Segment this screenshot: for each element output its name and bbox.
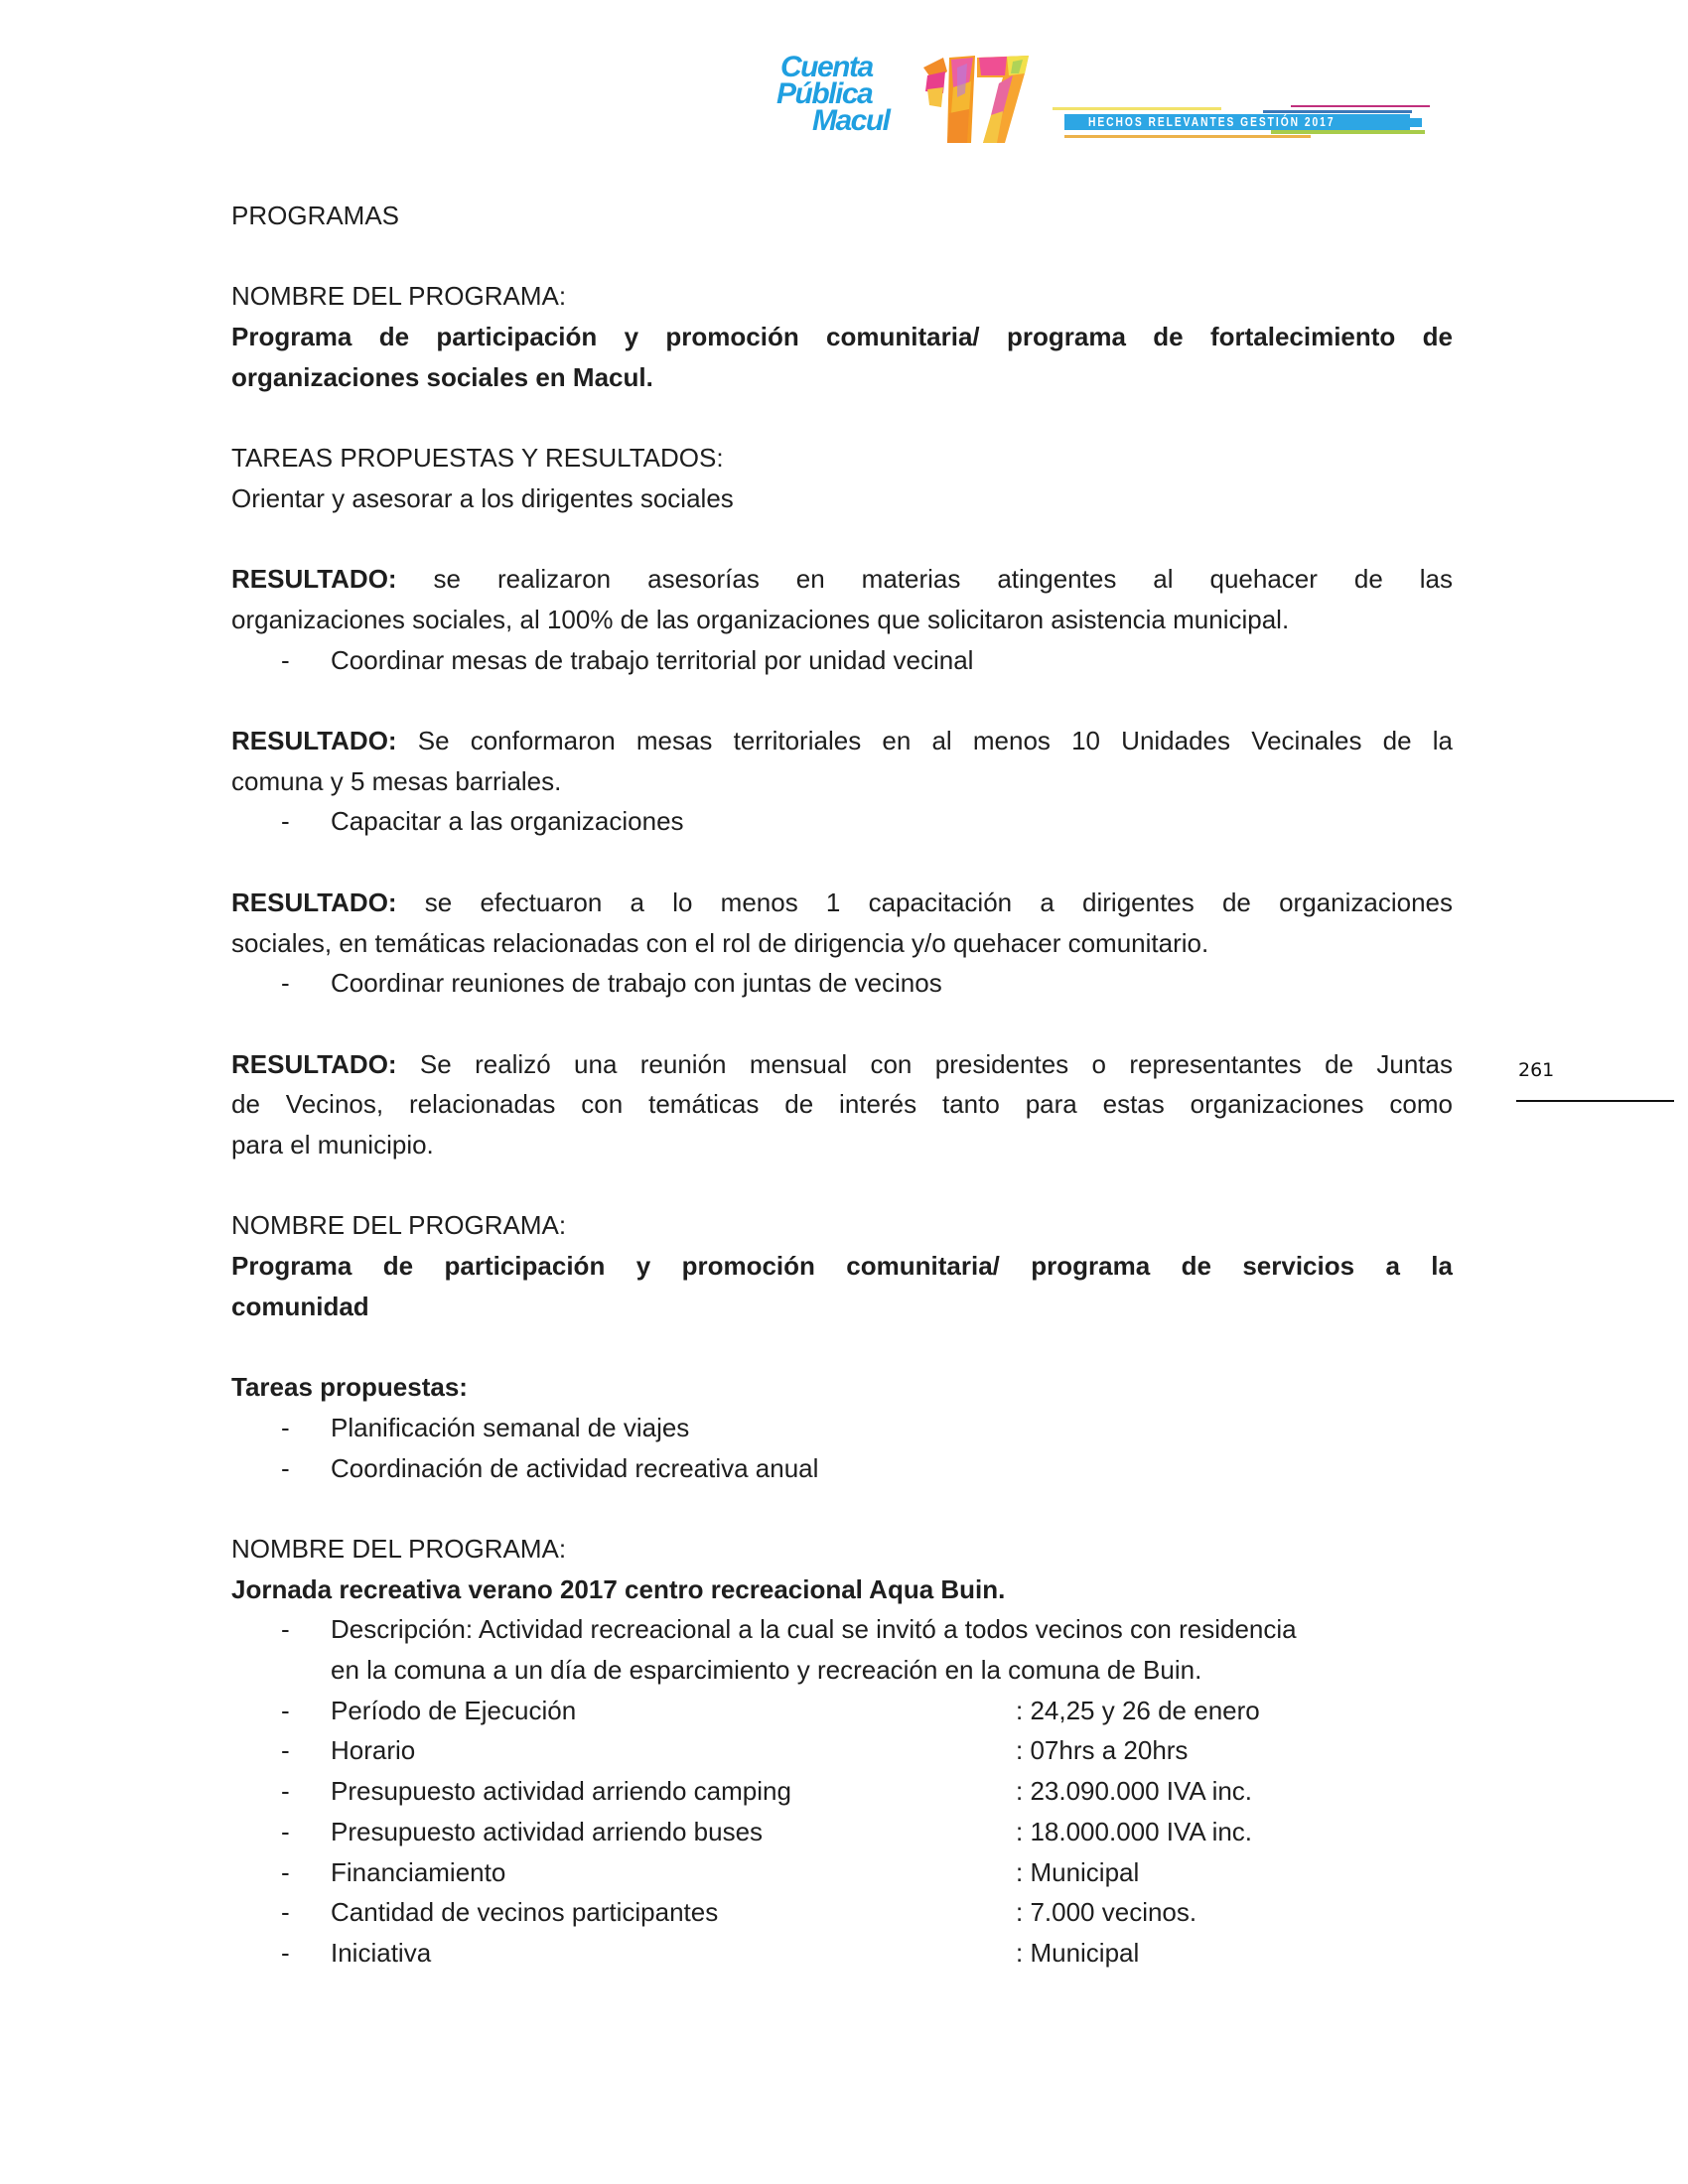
task-bullet xyxy=(231,963,1453,1004)
program-name-label: NOMBRE DEL PROGRAMA: xyxy=(231,1533,567,1564)
logo-wordmark xyxy=(776,51,925,145)
detail-row xyxy=(231,1691,1453,1731)
page-number-rule xyxy=(1516,1100,1674,1102)
task-text: Coordinación de actividad recreativa anual xyxy=(331,1452,819,1483)
result-label: RESULTADO: xyxy=(231,564,397,595)
logo-line-2: Pública xyxy=(776,77,873,110)
banner-stripe xyxy=(1271,130,1425,134)
detail-row xyxy=(231,1730,1453,1771)
task-text: Capacitar a las organizaciones xyxy=(331,806,684,837)
tasks-label: Tareas propuestas: xyxy=(231,1372,468,1403)
result-line xyxy=(231,1044,1453,1085)
program-name-line: comunidad xyxy=(231,1291,369,1321)
bullet-dash: - xyxy=(281,1937,290,1968)
bullet-dash: - xyxy=(281,1452,290,1483)
result-line: organizaciones sociales, al 100% de las organizaciones que solicitaron asistencia municipal. xyxy=(231,604,1290,634)
program-name-line: Jornada recreativa verano 2017 centro recreacional Aqua Buin. xyxy=(231,1573,1006,1604)
detail-value: : 18.000.000 IVA inc. xyxy=(1016,1816,1253,1846)
bullet-dash: - xyxy=(281,1776,290,1807)
program-name-line: Programa de participación y promoción comunitaria/ programa de fortalecimiento de xyxy=(231,322,1453,352)
bullet-dash: - xyxy=(281,968,290,999)
spacer xyxy=(231,236,1453,277)
detail-row xyxy=(231,1771,1453,1812)
detail-row xyxy=(231,1933,1453,1974)
header-logo xyxy=(776,51,1432,153)
header-banner xyxy=(1053,101,1430,147)
bullet-dash: - xyxy=(281,806,290,837)
detail-label: Horario xyxy=(331,1735,416,1766)
bullet-dash: - xyxy=(281,1897,290,1928)
result-text: se efectuaron a lo menos 1 capacitación a dirigentes de organizaciones xyxy=(396,887,1453,917)
spacer xyxy=(231,1326,1453,1367)
spacer xyxy=(231,1488,1453,1529)
task-bullet xyxy=(231,801,1453,842)
document-body xyxy=(231,196,1453,1974)
bullet-dash: - xyxy=(281,1614,290,1645)
result-label: RESULTADO: xyxy=(231,726,397,756)
spacer xyxy=(231,1165,1453,1206)
spacer xyxy=(231,1004,1453,1044)
description-text: en la comuna a un día de esparcimiento y recreación en la comuna de Buin. xyxy=(331,1655,1202,1686)
tasks-label: TAREAS PROPUESTAS Y RESULTADOS: xyxy=(231,443,724,474)
program-name-label: NOMBRE DEL PROGRAMA: xyxy=(231,281,567,312)
result-text: Se realizó una reunión mensual con presidentes o representantes de Juntas xyxy=(396,1048,1453,1079)
bullet-dash: - xyxy=(281,644,290,675)
result-line: para el municipio. xyxy=(231,1129,434,1160)
task-text: Planificación semanal de viajes xyxy=(331,1412,690,1442)
detail-row xyxy=(231,1812,1453,1852)
result-text: se realizaron asesorías en materias atingentes al quehacer de las xyxy=(396,564,1453,595)
banner-stripe xyxy=(1064,135,1311,138)
detail-value: : Municipal xyxy=(1016,1856,1140,1887)
detail-row xyxy=(231,1892,1453,1933)
description-text: Descripción: Actividad recreacional a la cual se invitó a todos vecinos con residencia xyxy=(331,1614,1297,1645)
result-line xyxy=(231,721,1453,761)
detail-label: Iniciativa xyxy=(331,1937,432,1968)
result-line xyxy=(231,883,1453,923)
detail-label: Presupuesto actividad arriendo camping xyxy=(331,1776,791,1807)
banner-stripe xyxy=(1263,110,1412,113)
program-name-label: NOMBRE DEL PROGRAMA: xyxy=(231,1210,567,1241)
task-text: Orientar y asesorar a los dirigentes sociales xyxy=(231,482,734,513)
banner-stripe xyxy=(1408,118,1422,127)
result-label: RESULTADO: xyxy=(231,887,397,917)
bullet-dash: - xyxy=(281,1695,290,1725)
result-label: RESULTADO: xyxy=(231,1048,397,1079)
spacer xyxy=(231,397,1453,438)
logo-line-3: Macul xyxy=(812,104,890,137)
detail-value: : 07hrs a 20hrs xyxy=(1016,1735,1189,1766)
detail-label: Financiamiento xyxy=(331,1856,506,1887)
task-bullet xyxy=(231,640,1453,681)
detail-label: Cantidad de vecinos participantes xyxy=(331,1897,719,1928)
detail-label: Presupuesto actividad arriendo buses xyxy=(331,1816,764,1846)
result-line xyxy=(231,559,1453,600)
detail-value: : 24,25 y 26 de enero xyxy=(1016,1695,1260,1725)
banner-title: HECHOS RELEVANTES GESTIÓN 2017 xyxy=(1088,115,1336,129)
detail-value: : Municipal xyxy=(1016,1937,1140,1968)
program-name-line: Programa de participación y promoción comunitaria/ programa de servicios a la xyxy=(231,1251,1453,1282)
page-number: 261 xyxy=(1518,1059,1555,1081)
task-text: Coordinar reuniones de trabajo con juntas de vecinos xyxy=(331,968,942,999)
result-line: sociales, en temáticas relacionadas con el rol de dirigencia y/o quehacer comunitario. xyxy=(231,927,1209,958)
bullet-dash: - xyxy=(281,1856,290,1887)
bullet-dash: - xyxy=(281,1816,290,1846)
logo-17-mosaic-icon xyxy=(914,54,1031,145)
description-bullet xyxy=(231,1609,1453,1650)
task-bullet xyxy=(231,1448,1453,1489)
spacer xyxy=(231,842,1453,883)
detail-value: : 7.000 vecinos. xyxy=(1016,1897,1197,1928)
spacer xyxy=(231,519,1453,560)
result-line: comuna y 5 mesas barriales. xyxy=(231,765,562,796)
result-line: de Vecinos, relacionadas con temáticas de interés tanto para estas organizaciones como xyxy=(231,1089,1453,1120)
bullet-dash: - xyxy=(281,1412,290,1442)
detail-row xyxy=(231,1852,1453,1893)
detail-label: Período de Ejecución xyxy=(331,1695,577,1725)
banner-stripe xyxy=(1291,105,1430,107)
detail-value: : 23.090.000 IVA inc. xyxy=(1016,1776,1253,1807)
section-title: PROGRAMAS xyxy=(231,201,400,230)
task-text: Coordinar mesas de trabajo territorial por unidad vecinal xyxy=(331,644,974,675)
result-text: Se conformaron mesas territoriales en al menos 10 Unidades Vecinales de la xyxy=(396,726,1453,756)
task-bullet xyxy=(231,1408,1453,1448)
banner-stripe xyxy=(1053,107,1221,110)
bullet-dash: - xyxy=(281,1735,290,1766)
spacer xyxy=(231,680,1453,721)
description-continuation xyxy=(231,1650,1453,1691)
logo-line-1: Cuenta xyxy=(780,51,873,83)
program-name-line: organizaciones sociales en Macul. xyxy=(231,361,653,392)
